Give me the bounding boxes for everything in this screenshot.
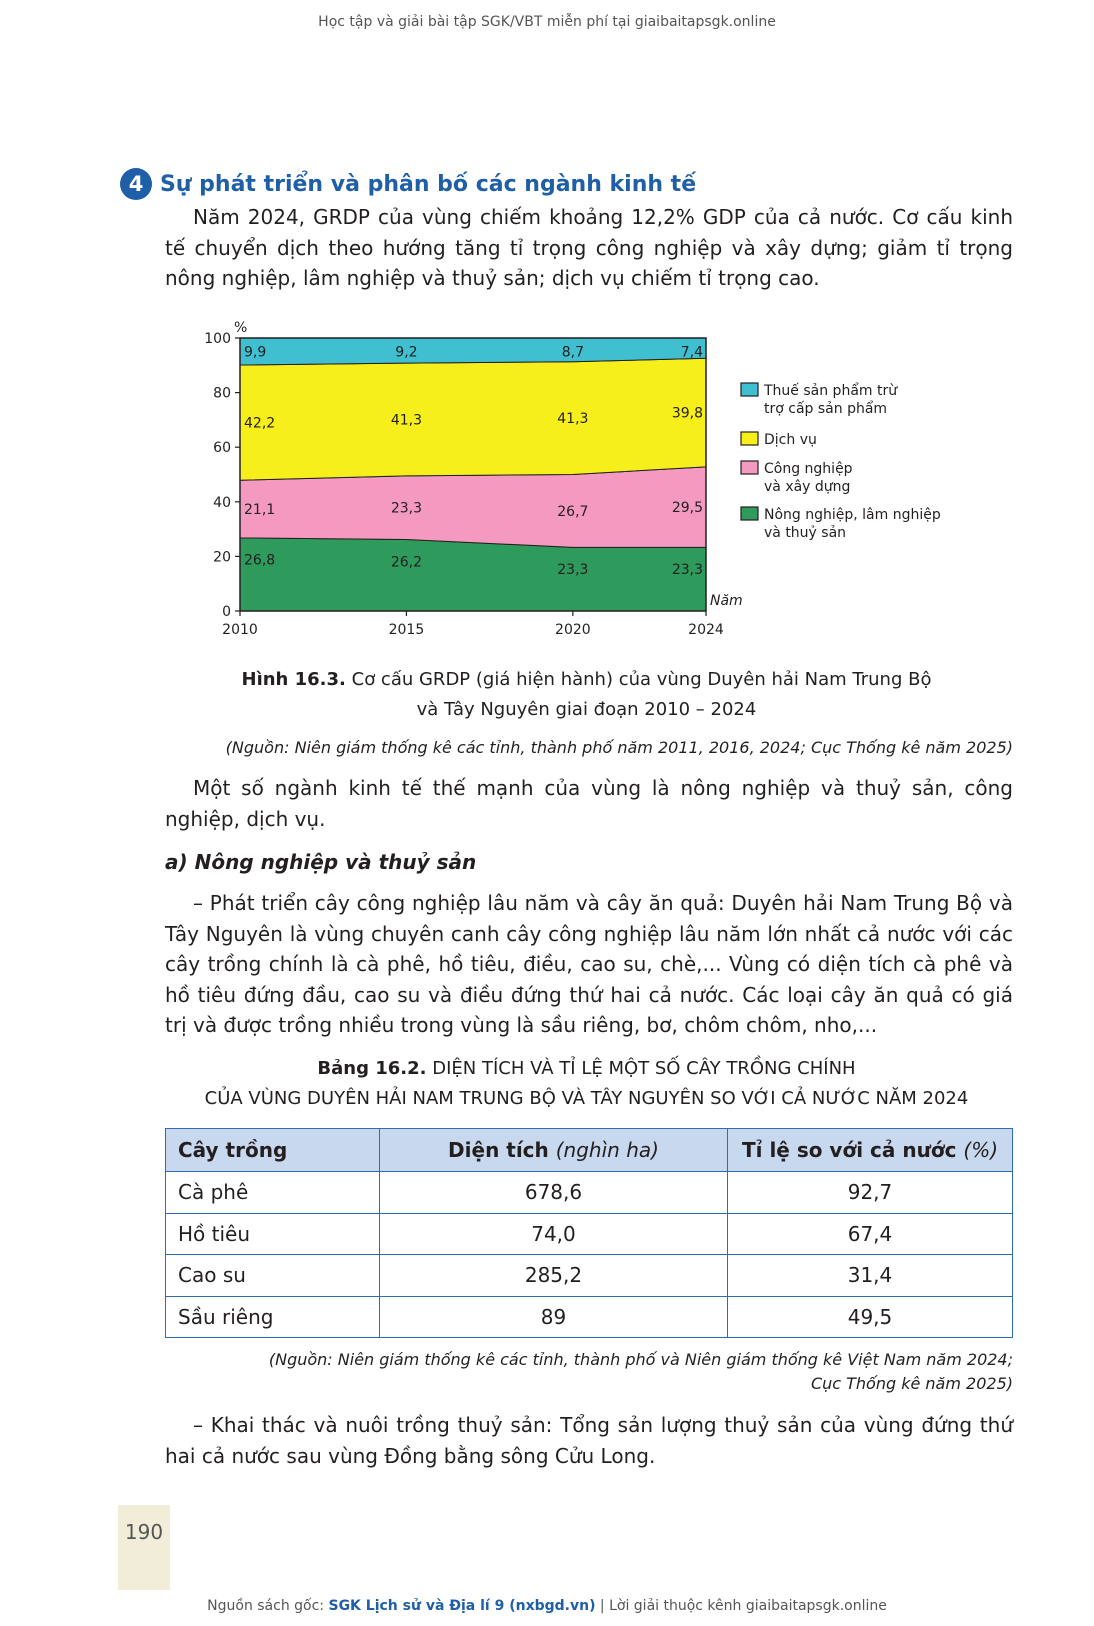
data-label: 41,3 [557,411,589,428]
table-source-line1: (Nguồn: Niên giám thống kê các tỉnh, thành phố và Niên giám thống kê Việt Nam năm 2024; [268,1350,1013,1369]
data-label: 7,4 [680,344,703,361]
footer-book-link[interactable]: SGK Lịch sử và Địa lí 9 (nxbgd.vn) [328,1598,596,1614]
cell-ratio: 92,7 [728,1172,1013,1214]
crop-area-table [165,1128,1013,1338]
x-axis-label: Năm [710,593,743,609]
footer-suffix: | Lời giải thuộc kênh giaibaitapsgk.online [595,1598,887,1614]
col-header-area: Diện tích (nghìn ha) [380,1129,728,1172]
y-tick-label: 80 [213,385,231,402]
data-label: 26,8 [244,552,276,569]
table-row [166,1255,1013,1297]
area-series-2 [240,358,706,480]
data-label: 9,9 [244,344,267,361]
grdp-structure-chart [196,318,956,638]
cell-crop: Cà phê [166,1172,380,1214]
data-label: 39,8 [671,405,703,422]
table-title [160,1054,1013,1114]
paragraph-intro-text: Năm 2024, GRDP của vùng chiếm khoảng 12,2% GDP của cả nước. Cơ cấu kinh tế chuyển dịch theo hướng tăng tỉ trọng công nghiệp và xây dựng; giảm tỉ trọng nông nghiệp, lâm nghiệp và thuỷ sản; dịch vụ chiếm tỉ trọng cao. [165,205,1013,290]
figure-caption [160,665,1013,725]
data-label: 9,2 [395,344,418,361]
paragraph-crops-text: – Phát triển cây công nghiệp lâu năm và cây ăn quả: Duyên hải Nam Trung Bộ và Tây Nguyên là vùng chuyên canh cây công nghiệp lâu năm lớn nhất cả nước với các cây trồng chính là cà phê, hồ tiêu, điều, cao su, chè,... Vùng có diện tích cà phê và hồ tiêu đứng đầu, cao su và điều đứng thứ hai cả nước. Các loại cây ăn quả có giá trị và được trồng nhiều trong vùng là sầu riêng, bơ, chôm chôm, nho,... [165,891,1013,1037]
data-label: 26,7 [557,503,589,520]
table-title-line1: DIỆN TÍCH VÀ TỈ LỆ MỘT SỐ CÂY TRỒNG CHÍNH [432,1058,856,1079]
figure-caption-line1: Cơ cấu GRDP (giá hiện hành) của vùng Duyên hải Nam Trung Bộ [351,669,932,690]
subheading-agriculture: a) Nông nghiệp và thuỷ sản [165,850,477,874]
table-source-line2: Cục Thống kê năm 2025) [810,1374,1013,1393]
cell-crop: Hồ tiêu [166,1213,380,1255]
data-label: 29,5 [671,500,703,517]
legend-label: Thuế sản phẩm trừ [764,383,898,399]
paragraph-fishery [165,1410,1013,1471]
paragraph-strengths [165,773,1013,834]
cell-area: 678,6 [380,1172,728,1214]
y-tick-label: 0 [222,604,231,620]
legend-label: trợ cấp sản phẩm [764,401,888,417]
figure-label: Hình 16.3. [241,669,346,690]
legend-label: và thuỷ sản [764,525,847,541]
table-row [166,1172,1013,1214]
y-axis-label: % [234,320,248,336]
y-tick-label: 60 [213,440,231,457]
cell-ratio: 49,5 [728,1296,1013,1338]
legend-label: Dịch vụ [764,432,817,448]
x-tick-label: 2010 [222,622,258,638]
x-tick-label: 2020 [555,622,591,638]
legend-label: và xây dựng [764,479,851,495]
data-label: 23,3 [557,562,589,579]
page-number-tab [118,1505,170,1590]
cell-area: 89 [380,1296,728,1338]
cell-ratio: 67,4 [728,1213,1013,1255]
cell-area: 285,2 [380,1255,728,1297]
table-header-row [166,1129,1013,1172]
table-title-line2: CỦA VÙNG DUYÊN HẢI NAM TRUNG BỘ VÀ TÂY NGUYÊN SO VỚI CẢ NƯỚC NĂM 2024 [204,1088,969,1109]
page-number: 190 [124,1520,164,1544]
footer [0,1598,1094,1614]
table-source [160,1348,1013,1396]
figure-caption-line2: và Tây Nguyên giai đoạn 2010 – 2024 [416,699,757,720]
figure-source: (Nguồn: Niên giám thống kê các tỉnh, thành phố năm 2011, 2016, 2024; Cục Thống kê năm 2025) [225,738,1013,757]
legend-swatch [741,432,758,445]
data-label: 42,2 [244,415,276,432]
table-row [166,1296,1013,1338]
legend-label: Nông nghiệp, lâm nghiệp [764,507,941,523]
data-label: 21,1 [244,502,276,519]
y-tick-label: 20 [213,549,231,566]
section-heading [120,168,696,200]
table-row [166,1213,1013,1255]
cell-area: 74,0 [380,1213,728,1255]
data-label: 23,3 [671,562,703,579]
x-tick-label: 2015 [388,622,425,638]
col-header-ratio: Tỉ lệ so với cả nước (%) [728,1129,1013,1172]
cell-ratio: 31,4 [728,1255,1013,1297]
x-tick-label: 2024 [688,622,724,638]
data-label: 23,3 [390,500,423,517]
paragraph-fishery-text: – Khai thác và nuôi trồng thuỷ sản: Tổng sản lượng thuỷ sản của vùng đứng thứ hai cả nước sau vùng Đồng bằng sông Cửu Long. [165,1413,1013,1468]
data-label: 26,2 [390,554,423,571]
data-label: 8,7 [561,344,584,361]
site-header: Học tập và giải bài tập SGK/VBT miễn phí tại giaibaitapsgk.online [318,14,776,30]
legend-swatch [741,507,758,520]
legend-swatch [741,461,758,474]
y-tick-label: 40 [213,494,231,511]
section-title: Sự phát triển và phân bố các ngành kinh tế [160,171,697,197]
footer-prefix: Nguồn sách gốc: [207,1598,329,1614]
paragraph-strengths-text: Một số ngành kinh tế thế mạnh của vùng là nông nghiệp và thuỷ sản, công nghiệp, dịch vụ. [165,776,1013,831]
area-series-1 [240,467,706,548]
section-number: 4 [120,168,152,200]
table-label: Bảng 16.2. [317,1058,427,1079]
cell-crop: Cao su [166,1255,380,1297]
col-header-crop: Cây trồng [166,1129,380,1172]
cell-crop: Sầu riêng [166,1296,380,1338]
data-label: 41,3 [390,412,423,429]
legend-swatch [741,383,758,396]
area-series-0 [240,538,706,611]
paragraph-intro [165,202,1013,294]
y-tick-label: 100 [204,331,231,347]
legend-label: Công nghiệp [764,461,853,477]
paragraph-crops [165,888,1013,1041]
